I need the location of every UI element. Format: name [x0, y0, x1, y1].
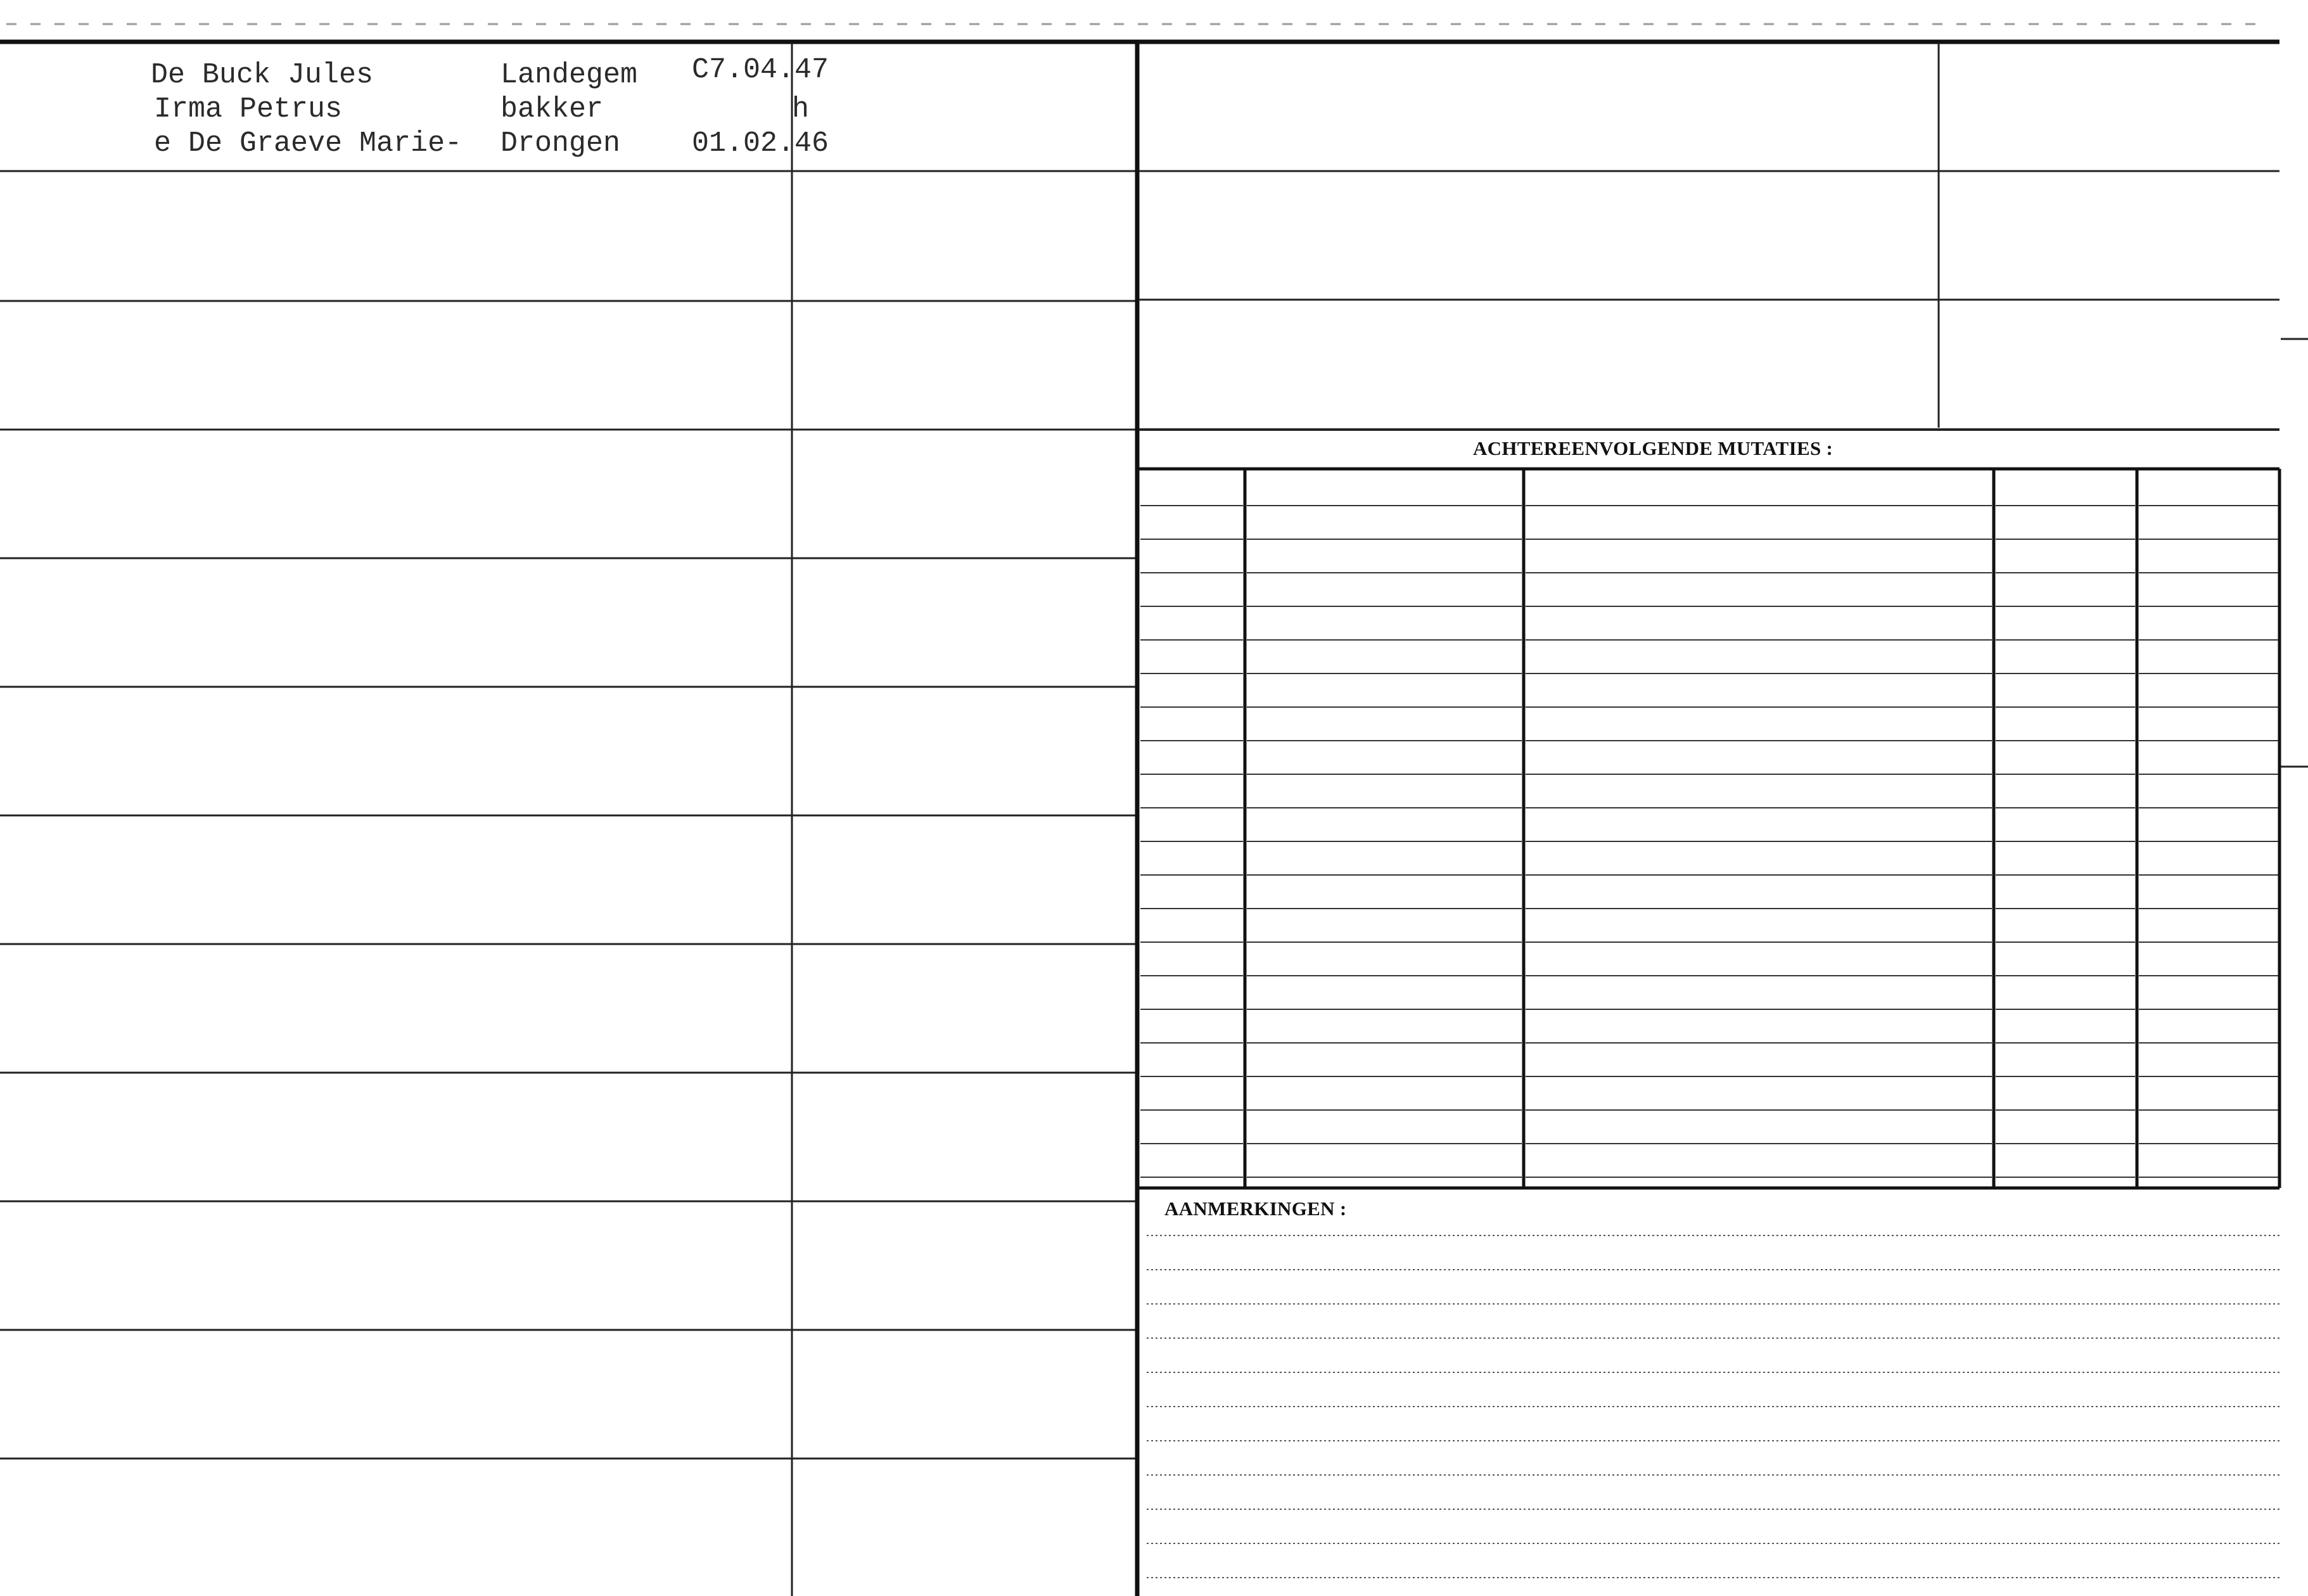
entry-birth-date: C7.04.47 — [692, 54, 829, 86]
entry-residence: Drongen — [500, 127, 621, 160]
left-table — [0, 43, 1136, 1596]
entry-name: De Buck Jules — [151, 59, 374, 91]
entry-spouse: e De Graeve Marie- — [154, 127, 462, 160]
remarks-dotted-lines — [1147, 1235, 2279, 1578]
entry-marriage-date: 01.02.46 — [692, 127, 829, 160]
entry-first-names: Irma Petrus — [154, 93, 343, 125]
entry-birthplace: Landegem — [500, 59, 638, 91]
upper-right-boxes — [1139, 43, 2308, 767]
entry-marker: h — [792, 93, 810, 125]
entry-occupation: bakker — [500, 93, 604, 125]
mutations-ruled-lines — [1140, 506, 2278, 1177]
mutations-table-frame — [1139, 469, 2279, 1188]
mutations-heading: ACHTEREENVOLGENDE MUTATIES : — [1473, 437, 1833, 459]
remarks-heading: AANMERKINGEN : — [1164, 1197, 1347, 1220]
